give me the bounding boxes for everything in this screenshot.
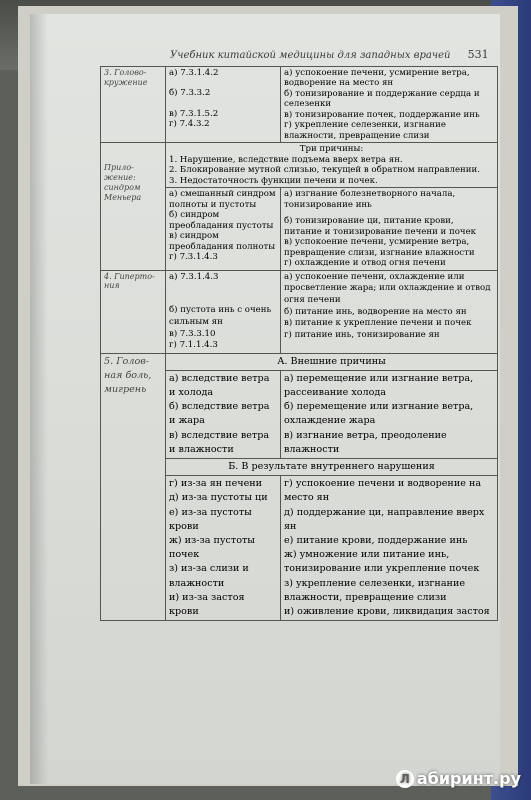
effects-cell — [281, 270, 498, 353]
row-label: Прило-жение: синдром Меньера — [101, 143, 166, 270]
list-item: в) синдром преобладания полноты — [169, 231, 276, 252]
list-item: в) питание к укрепление печени и почек — [284, 318, 472, 329]
list-item: г) из-за ян печени — [169, 478, 263, 490]
table-row-headache-section-a — [101, 353, 498, 370]
treatment-table — [100, 66, 498, 621]
labirint-logo-icon: Л — [396, 770, 414, 788]
section-a-heading: А. Внешние причины — [166, 353, 498, 370]
list-item: д) из-за пустоты ци — [169, 492, 268, 504]
list-item: е) из-за пустоты крови — [169, 506, 252, 532]
list-item: 1. Нарушение, вследствие подъема вверх ветра ян. — [169, 154, 403, 165]
causes-cell — [166, 476, 281, 621]
list-item: а) изгнание болезнетворного начала, тонизирование инь — [284, 189, 456, 210]
list-item: г) 7.1.1.4.3 — [169, 340, 218, 351]
list-item: г) 7.4.3.2 — [169, 119, 210, 130]
row-label: 5. Голов-ная боль, мигрень — [101, 353, 166, 620]
list-item: в) тонизирование почек, поддержание инь — [284, 109, 480, 120]
list-item: г) 7.3.1.4.3 — [169, 252, 218, 263]
list-item: ж) из-за пустоты почек — [169, 534, 255, 561]
list-item: а) перемещение или изгнание ветра, рассеивание холода — [284, 372, 474, 399]
table-row-vertigo — [101, 67, 498, 143]
list-item: г) укрепление селезенки, изгнание влажности, превращение слизи — [284, 120, 446, 141]
running-header — [170, 48, 500, 61]
list-item: и) из-за застоя крови — [169, 591, 245, 617]
effects-cell — [281, 188, 498, 270]
table-row-meniere-causes — [101, 143, 498, 188]
list-item: 3. Недостаточность функции печени и почек. — [169, 175, 378, 186]
list-item: в) 7.3.1.5.2 — [169, 108, 219, 119]
list-item: б) перемещение или изгнание ветра, охлаждение жара — [284, 401, 474, 427]
running-title: Учебник китайской медицины для западных врачей — [170, 50, 451, 61]
row-label: 3. Голово-кружение — [101, 67, 166, 143]
row-label: 4. Гиперто-ния — [101, 270, 166, 353]
list-item: д) поддержание ци, направление вверх ян — [284, 506, 485, 532]
effects-cell — [281, 370, 498, 458]
list-item: з) укрепление селезенки, изгнание влажности, превращение слизи — [284, 577, 466, 603]
causes-cell — [166, 370, 281, 458]
effects-cell — [281, 67, 498, 143]
watermark-text: абиринт.ру — [416, 768, 521, 788]
list-item: з) из-за слизи и влажности — [169, 563, 249, 589]
list-item: в) изгнание ветра, преодоление влажности — [284, 429, 447, 455]
list-item: а) вследствие ветра и холода — [169, 372, 270, 399]
list-item: в) успокоение печени, усмирение ветра, превращение слизи, изгнание влажности — [284, 237, 475, 258]
list-item: б) вследствие ветра и жара — [169, 401, 270, 427]
table-row-hypertonia — [101, 270, 498, 353]
list-item: е) питание крови, поддержание инь — [284, 534, 468, 546]
causes-heading: Три причины: — [299, 144, 364, 155]
list-item: б) 7.3.3.2 — [169, 88, 211, 99]
list-item: а) смешанный синдром полноты и пустоты — [169, 189, 276, 210]
list-item: а) успокоение печени, охлаждение или просветление жара; или охлаждение и отвод огня печени — [284, 271, 491, 305]
list-item: и) оживление крови, ликвидация застоя — [284, 605, 490, 617]
site-watermark — [396, 769, 521, 789]
list-item: а) 7.3.1.4.3 — [169, 271, 219, 282]
codes-cell — [166, 270, 281, 353]
causes-cell — [166, 143, 498, 188]
section-b-heading: Б. В результате внутреннего нарушения — [166, 459, 498, 476]
list-item: в) вследствие ветра и влажности — [169, 429, 270, 455]
page-number: 531 — [467, 48, 489, 61]
list-item: г) питание инь, тонизирование ян — [284, 329, 440, 340]
effects-cell — [281, 476, 498, 621]
list-item: а) успокоение печени, усмирение ветра, водворение на место ян — [284, 68, 470, 89]
list-item: г) успокоение печени и водворение на место ян — [284, 478, 482, 504]
list-item: а) 7.3.1.4.2 — [169, 68, 219, 78]
list-item: в) 7.3.3.10 — [169, 328, 216, 339]
page-gutter-shadow — [30, 14, 48, 784]
list-item: б) синдром преобладания пустоты — [169, 210, 274, 231]
list-item: б) тонизирование и поддержание сердца и селезенки — [284, 88, 480, 110]
list-item: б) питание инь, водворение на место ян — [284, 306, 467, 317]
list-item: б) тонизирование ци, питание крови, питание и тонизирование печени и почек — [284, 216, 477, 237]
list-item: б) пустота инь с очень сильным ян — [169, 305, 272, 327]
list-item: 2. Блокирование мутной слизью, текущей в обратном направлении. — [169, 165, 480, 176]
list-item: г) охлаждение и отвод огня печени — [284, 258, 446, 269]
syndromes-cell — [166, 188, 281, 270]
list-item: ж) умножение или питание инь, тонизирование или укрепление почек — [284, 549, 480, 575]
codes-cell — [166, 67, 281, 143]
